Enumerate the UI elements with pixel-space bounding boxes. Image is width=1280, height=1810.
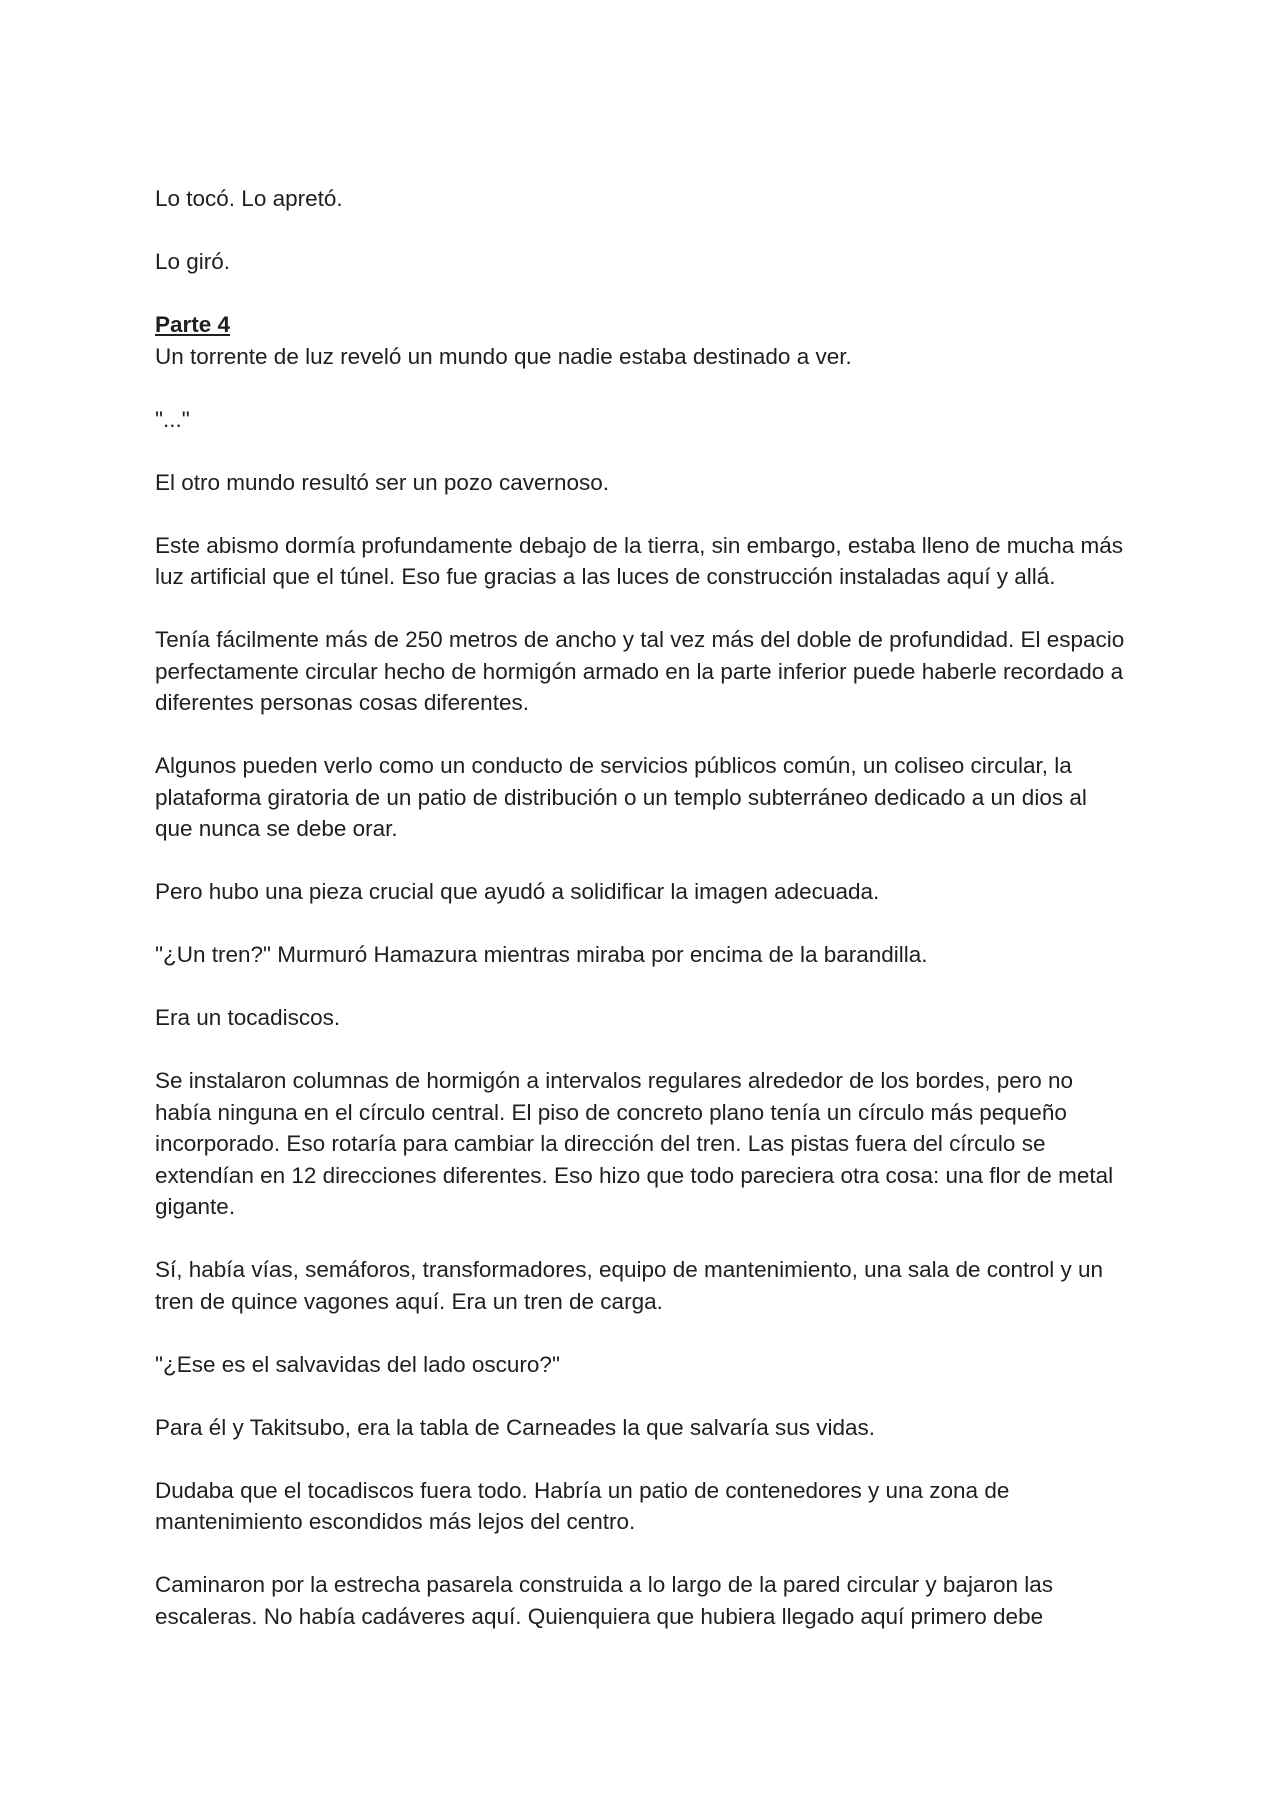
paragraph: El otro mundo resultó ser un pozo cavernoso. <box>155 469 609 495</box>
paragraph: Para él y Takitsubo, era la tabla de Carneades la que salvaría sus vidas. <box>155 1414 875 1440</box>
paragraph: Lo giró. <box>155 249 231 274</box>
paragraph: "..." <box>155 406 190 432</box>
paragraph: Lo tocó. Lo apretó. <box>155 186 343 211</box>
paragraph: Sí, había vías, semáforos, transformadores, equipo de mantenimiento, una sala de control y un tren de quince vagones aquí. Era un tren de carga. <box>155 1257 1104 1314</box>
document-body <box>155 183 1130 1632</box>
paragraph: Se instalaron columnas de hormigón a intervalos regulares alrededor de los bordes, pero no había ninguna en el círculo central. El piso de concreto plano tenía un círculo más pequeño incorporado. Eso rotaría para cambiar la dirección del tren. Las pistas fuera del círculo se extendían en 12 direcciones diferentes. Eso hizo que todo pareciera otra cosa: una flor de metal gigante. <box>155 1068 1114 1219</box>
paragraph: Este abismo dormía profundamente debajo de la tierra, sin embargo, estaba lleno de mucha más luz artificial que el túnel. Eso fue gracias a las luces de construcción instaladas aquí y allá. <box>155 532 1124 589</box>
paragraph: Tenía fácilmente más de 250 metros de ancho y tal vez más del doble de profundidad. El espacio perfectamente circular hecho de hormigón armado en la parte inferior puede haberle recordado a diferentes personas cosas diferentes. <box>155 627 1125 715</box>
paragraph: Era un tocadiscos. <box>155 1005 341 1030</box>
paragraph: "¿Un tren?" Murmuró Hamazura mientras miraba por encima de la barandilla. <box>155 942 928 967</box>
paragraph: Pero hubo una pieza crucial que ayudó a solidificar la imagen adecuada. <box>155 879 880 904</box>
paragraph: Algunos pueden verlo como un conducto de servicios públicos común, un coliseo circular, la plataforma giratoria de un patio de distribución o un templo subterráneo dedicado a un dios al que nunca se debe orar. <box>155 753 1087 841</box>
paragraph: Dudaba que el tocadiscos fuera todo. Habría un patio de contenedores y una zona de mantenimiento escondidos más lejos del centro. <box>155 1477 1010 1534</box>
paragraph: "¿Ese es el salvavidas del lado oscuro?" <box>155 1351 560 1377</box>
paragraph: Un torrente de luz reveló un mundo que nadie estaba destinado a ver. <box>155 343 852 369</box>
section-heading: Parte 4 <box>155 312 231 337</box>
paragraph: Caminaron por la estrecha pasarela construida a lo largo de la pared circular y bajaron las escaleras. No había cadáveres aquí. Quienquiera que hubiera llegado aquí primero debe <box>155 1572 1053 1629</box>
